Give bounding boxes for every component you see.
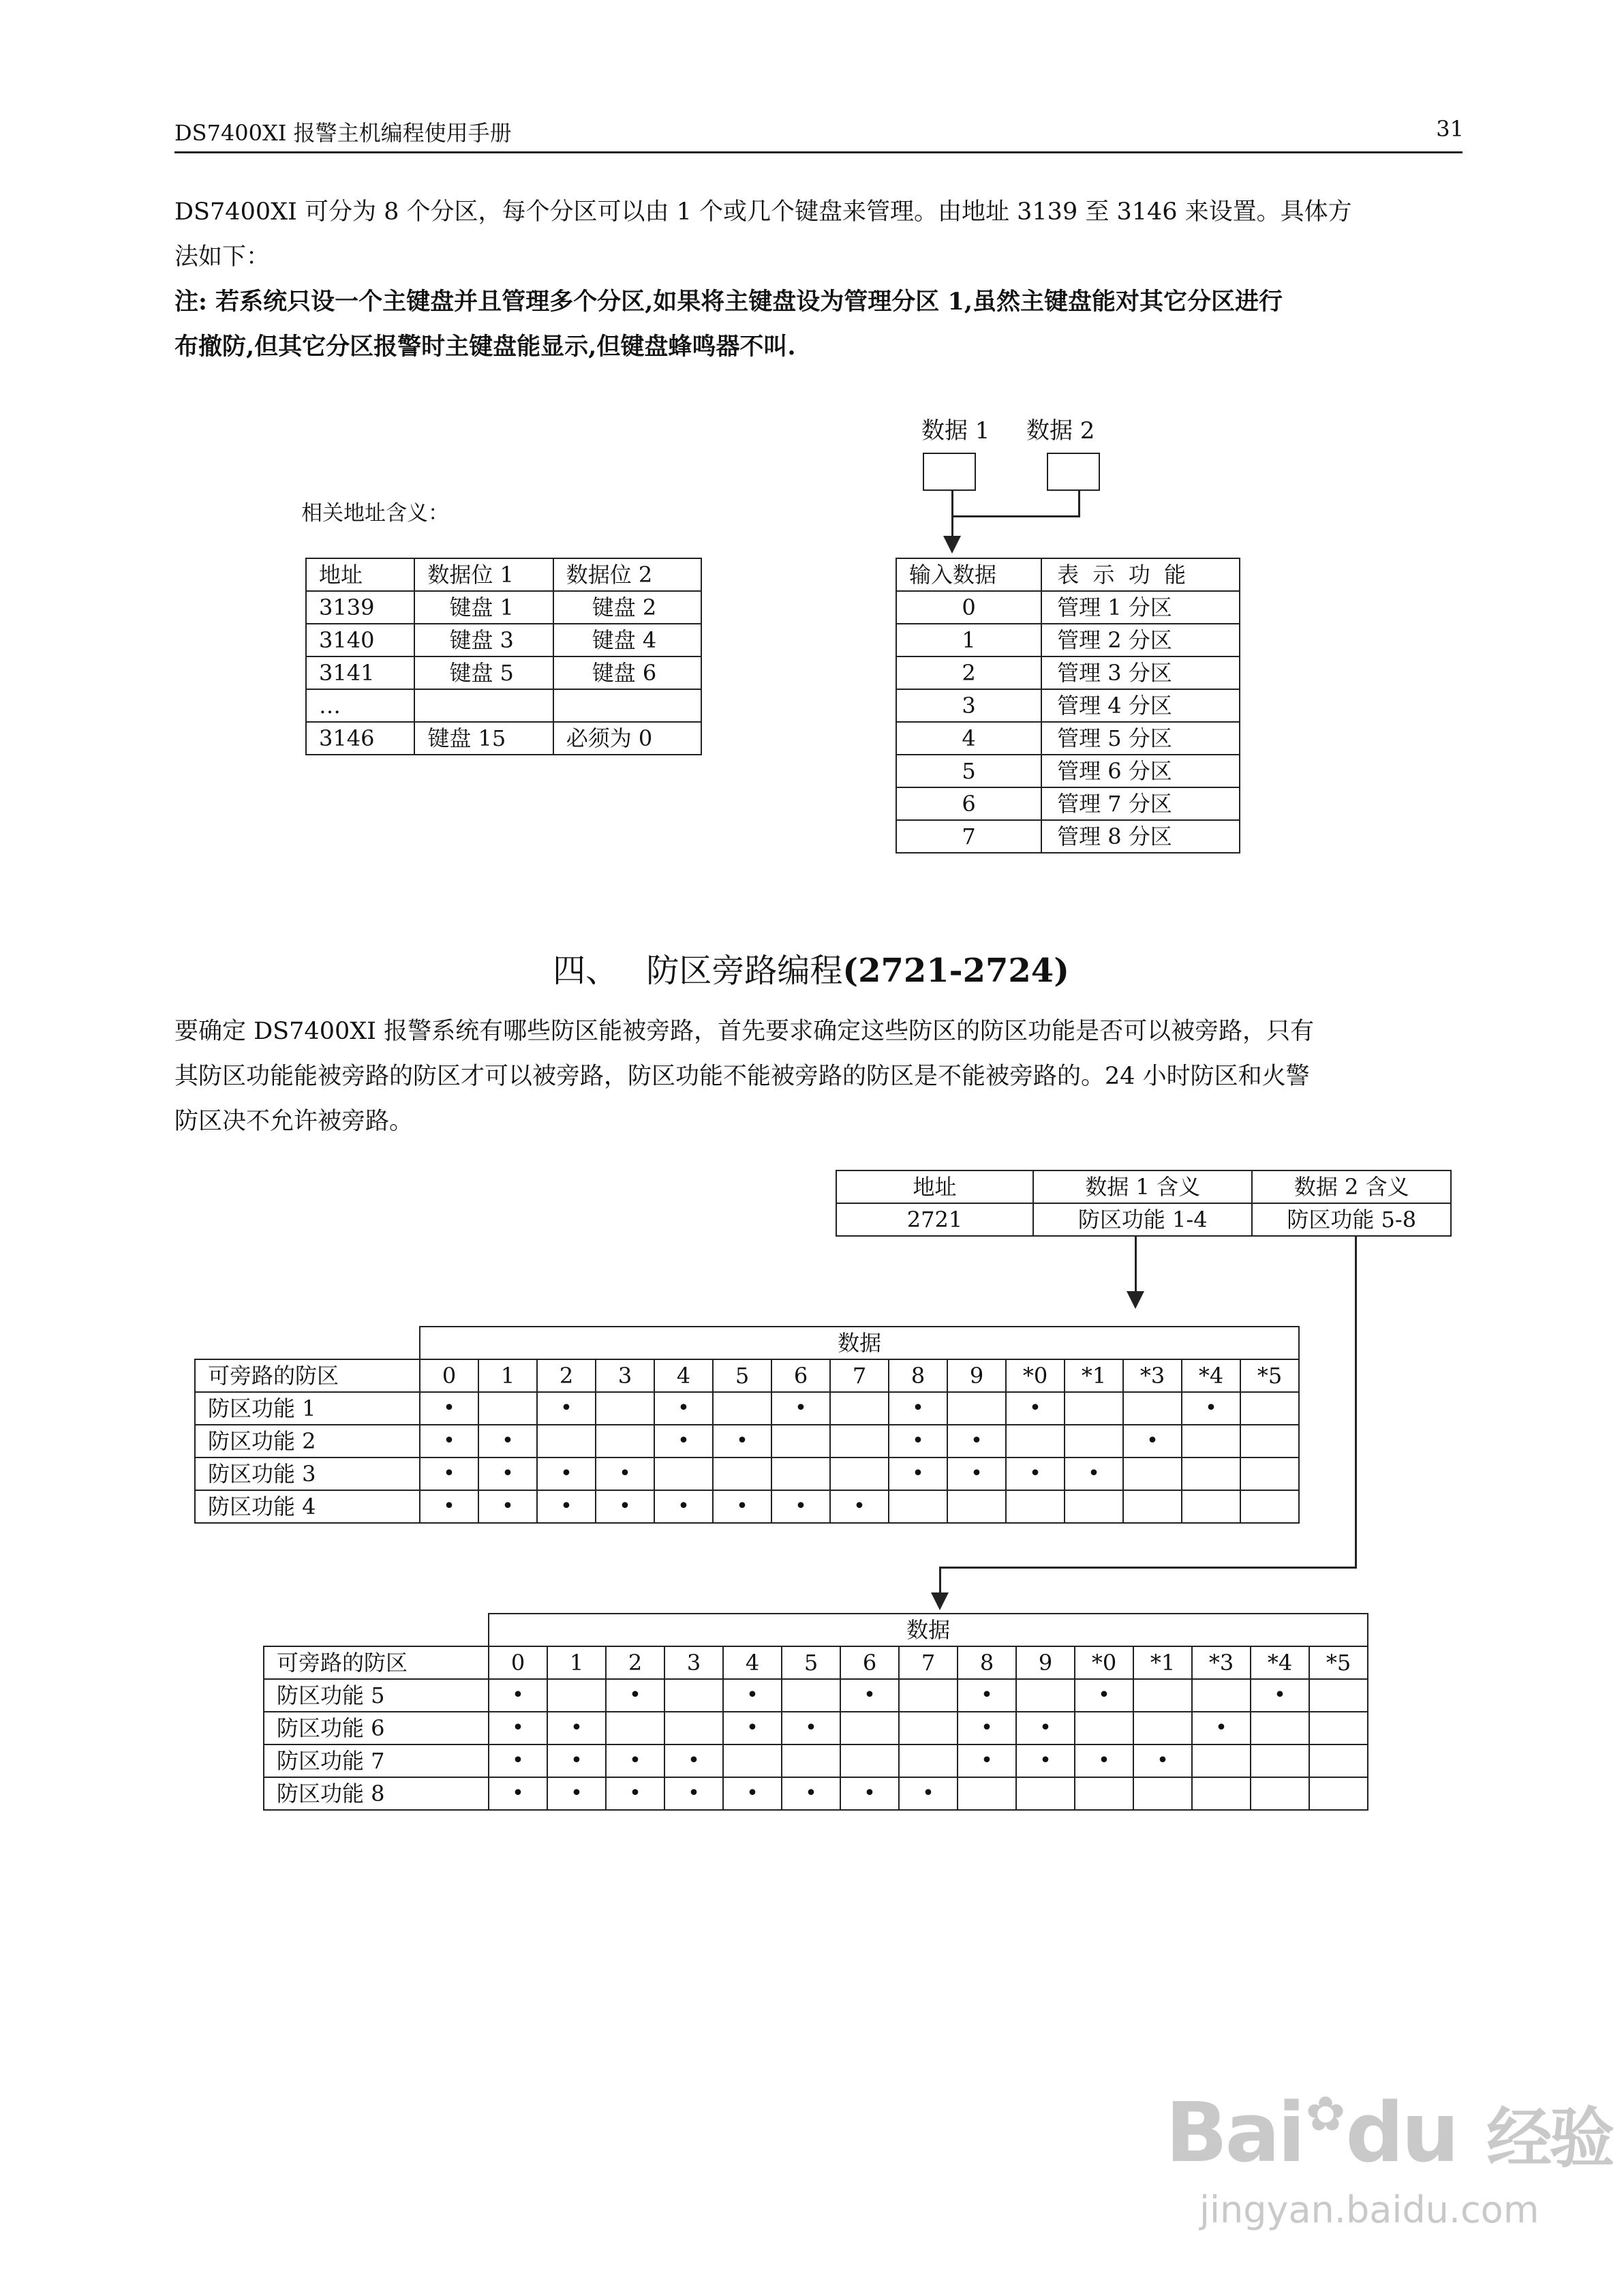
dot-cell [1240, 1392, 1299, 1425]
dot-cell [958, 1777, 1016, 1810]
dot-cell: • [1133, 1744, 1192, 1777]
column-header: 7 [830, 1359, 889, 1392]
column-header: 8 [958, 1646, 1016, 1679]
column-header: 9 [1016, 1646, 1075, 1679]
header-cell: 数据位 1 [414, 558, 553, 591]
dot-cell [1006, 1425, 1065, 1457]
dot-cell: • [1016, 1744, 1075, 1777]
dot-cell [713, 1457, 771, 1490]
dot-cell: • [478, 1425, 537, 1457]
data-header-row [264, 1614, 1368, 1646]
watermark-cn: 经验 [1486, 2100, 1612, 2177]
address-table-caption: 相关地址含义： [301, 501, 449, 526]
table-row [264, 1712, 1368, 1744]
dot-cell: • [664, 1777, 723, 1810]
dot-cell: • [713, 1425, 771, 1457]
arrow-down-icon [943, 536, 961, 554]
data-header: 数据 [489, 1614, 1368, 1646]
table-row [264, 1744, 1368, 1777]
dot-cell: • [889, 1392, 947, 1425]
dot-cell: • [840, 1679, 899, 1712]
corner-label: 可旁路的防区 [264, 1646, 489, 1679]
dot-cell: • [596, 1457, 654, 1490]
dot-cell: • [537, 1490, 596, 1523]
arrow2-vertical [1355, 1235, 1357, 1568]
dot-cell [1240, 1425, 1299, 1457]
table-cell: 3139 [306, 591, 414, 624]
dot-cell [1251, 1712, 1309, 1744]
dot-cell [1182, 1490, 1240, 1523]
table-cell: 1 [896, 624, 1041, 656]
dot-cell: • [1075, 1679, 1133, 1712]
data1-label: 数据 1 [921, 417, 990, 444]
dot-cell [606, 1712, 664, 1744]
row-label: 防区功能 1 [195, 1392, 420, 1425]
column-header: 8 [889, 1359, 947, 1392]
table-row [836, 1203, 1451, 1236]
dot-cell [1133, 1712, 1192, 1744]
header-cell: 数据 2 含义 [1252, 1170, 1451, 1203]
dot-cell: • [782, 1712, 840, 1744]
dot-cell: • [947, 1425, 1006, 1457]
table-cell: 2 [896, 656, 1041, 689]
table-cell [414, 689, 553, 722]
table-row [195, 1392, 1299, 1425]
bypass-grid [263, 1613, 1368, 1811]
table-header-row [836, 1170, 1451, 1203]
section-range: (2721-2724) [842, 952, 1069, 990]
column-header: 4 [654, 1359, 713, 1392]
column-header: *0 [1006, 1359, 1065, 1392]
header-divider [174, 151, 1463, 153]
dot-cell [947, 1392, 1006, 1425]
column-header: 6 [840, 1646, 899, 1679]
dot-cell: • [1182, 1392, 1240, 1425]
header-cell: 地址 [836, 1170, 1033, 1203]
table-cell: 管理 8 分区 [1041, 820, 1240, 853]
dot-cell [1240, 1457, 1299, 1490]
table-header-row [896, 558, 1240, 591]
dot-cell: • [489, 1777, 547, 1810]
dot-cell [1309, 1744, 1368, 1777]
bypass-table-1 [194, 1326, 1298, 1524]
table-cell: 键盘 5 [414, 656, 553, 689]
table-cell: 3141 [306, 656, 414, 689]
dot-cell [947, 1490, 1006, 1523]
data2-connector-vertical [1078, 489, 1080, 517]
dot-cell [1192, 1744, 1251, 1777]
address-table [305, 558, 702, 755]
dot-cell [1192, 1679, 1251, 1712]
dot-cell [782, 1679, 840, 1712]
dot-cell [1123, 1392, 1182, 1425]
dot-cell [899, 1679, 958, 1712]
table-cell: 键盘 3 [414, 624, 553, 656]
dot-cell [1016, 1679, 1075, 1712]
dot-cell [1309, 1777, 1368, 1810]
column-header: 3 [664, 1646, 723, 1679]
data-header-row [195, 1327, 1299, 1359]
row-label: 防区功能 6 [264, 1712, 489, 1744]
dot-cell: • [771, 1490, 830, 1523]
row-label: 防区功能 5 [264, 1679, 489, 1712]
table-cell: 管理 1 分区 [1041, 591, 1240, 624]
row-label: 防区功能 7 [264, 1744, 489, 1777]
table-header-row [306, 558, 701, 591]
dot-cell: • [1006, 1457, 1065, 1490]
dot-cell: • [478, 1457, 537, 1490]
dot-cell [596, 1392, 654, 1425]
dot-cell: • [547, 1712, 606, 1744]
dot-cell: • [958, 1712, 1016, 1744]
intro-paragraph [174, 190, 1463, 369]
dot-cell: • [899, 1777, 958, 1810]
dot-cell [1309, 1679, 1368, 1712]
arrow2-drop [939, 1567, 941, 1594]
column-header: *3 [1192, 1646, 1251, 1679]
column-header: *0 [1075, 1646, 1133, 1679]
table-row [195, 1457, 1299, 1490]
column-header: *5 [1240, 1359, 1299, 1392]
header-title: DS7400XI 报警主机编程使用手册 [174, 120, 512, 146]
section-body [174, 1009, 1463, 1144]
row-label: 防区功能 3 [195, 1457, 420, 1490]
dot-cell: • [723, 1679, 782, 1712]
column-header: 1 [547, 1646, 606, 1679]
dot-cell [1182, 1457, 1240, 1490]
dot-cell: • [1075, 1744, 1133, 1777]
table-row [306, 722, 701, 755]
blank-corner [195, 1327, 420, 1359]
corner-label: 可旁路的防区 [195, 1359, 420, 1392]
dot-cell: • [547, 1777, 606, 1810]
column-header: 7 [899, 1646, 958, 1679]
header-cell: 表 示 功 能 [1041, 558, 1240, 591]
dot-cell: • [664, 1744, 723, 1777]
dot-cell: • [1192, 1712, 1251, 1744]
column-header: *1 [1133, 1646, 1192, 1679]
column-header: 9 [947, 1359, 1006, 1392]
dot-cell [1182, 1425, 1240, 1457]
partition-table [896, 558, 1240, 854]
dot-cell [478, 1392, 537, 1425]
column-header: 5 [782, 1646, 840, 1679]
data2-label: 数据 2 [1026, 417, 1095, 444]
dot-cell [1192, 1777, 1251, 1810]
section-number: 四、 [553, 952, 619, 990]
dot-cell: • [958, 1744, 1016, 1777]
body-line-2: 其防区功能能被旁路的防区才可以被旁路，防区功能不能被旁路的防区是不能被旁路的。24 小时防区和火警 [174, 1063, 1310, 1090]
dot-cell [1016, 1777, 1075, 1810]
arrow-down-icon [931, 1592, 949, 1610]
address-2721-table [836, 1170, 1452, 1237]
column-header-row [195, 1359, 1299, 1392]
page-number: 31 [1436, 116, 1464, 142]
bypass-grid [194, 1326, 1300, 1524]
dot-cell [1123, 1457, 1182, 1490]
dot-cell: • [771, 1392, 830, 1425]
column-header: *3 [1123, 1359, 1182, 1392]
dot-cell [713, 1392, 771, 1425]
dot-cell [1251, 1777, 1309, 1810]
table-cell: 管理 6 分区 [1041, 755, 1240, 787]
table-cell: 管理 4 分区 [1041, 689, 1240, 722]
data2-box [1047, 453, 1100, 491]
arrow2-horizontal [939, 1567, 1357, 1569]
dot-cell [771, 1425, 830, 1457]
table-row [195, 1425, 1299, 1457]
dot-cell: • [420, 1392, 478, 1425]
table-row [306, 624, 701, 656]
note-line-2: 布撤防,但其它分区报警时主键盘能显示,但键盘蜂鸣器不叫. [174, 333, 796, 361]
dot-cell [547, 1679, 606, 1712]
note-line-1: 注: 若系统只设一个主键盘并且管理多个分区,如果将主键盘设为管理分区 1,虽然主键盘能对其它分区进行 [174, 288, 1283, 316]
table-cell: 5 [896, 755, 1041, 787]
body-line-1: 要确定 DS7400XI 报警系统有哪些防区能被旁路，首先要求确定这些防区的防区功能是否可以被旁路，只有 [174, 1018, 1315, 1045]
column-header: 1 [478, 1359, 537, 1392]
dot-cell [840, 1744, 899, 1777]
table-row [896, 624, 1240, 656]
dot-cell [782, 1744, 840, 1777]
table-cell: 必须为 0 [553, 722, 701, 755]
data1-connector-vertical [951, 489, 953, 536]
dot-cell: • [537, 1457, 596, 1490]
table-row [896, 820, 1240, 853]
watermark-logo [1165, 2086, 1612, 2181]
dot-cell: • [889, 1425, 947, 1457]
dot-cell [771, 1457, 830, 1490]
dot-cell [1065, 1425, 1123, 1457]
dot-cell: • [1251, 1679, 1309, 1712]
dot-cell: • [1016, 1712, 1075, 1744]
table-cell: 6 [896, 787, 1041, 820]
column-header: *1 [1065, 1359, 1123, 1392]
dot-cell [1065, 1490, 1123, 1523]
section-title: 防区旁路编程 [646, 952, 843, 990]
table-row [195, 1490, 1299, 1523]
dot-cell [899, 1744, 958, 1777]
dot-cell: • [830, 1490, 889, 1523]
column-header: 3 [596, 1359, 654, 1392]
arrow1-shaft [1135, 1235, 1137, 1293]
section-heading [0, 944, 1622, 991]
dot-cell [830, 1425, 889, 1457]
table-row [896, 755, 1240, 787]
dot-cell: • [606, 1744, 664, 1777]
body-line-3: 防区决不允许被旁路。 [174, 1108, 414, 1135]
dot-cell: • [1006, 1392, 1065, 1425]
dot-cell: • [420, 1490, 478, 1523]
watermark-url: jingyan.baidu.com [1199, 2188, 1540, 2231]
dot-cell: • [782, 1777, 840, 1810]
dot-cell: • [596, 1490, 654, 1523]
table-cell: 管理 5 分区 [1041, 722, 1240, 755]
table-cell: 键盘 15 [414, 722, 553, 755]
dot-cell [889, 1490, 947, 1523]
column-header: 2 [537, 1359, 596, 1392]
intro-line-1: DS7400XI 可分为 8 个分区，每个分区可以由 1 个或几个键盘来管理。由地址 3139 至 3146 来设置。具体方 [174, 198, 1352, 226]
table-cell [553, 689, 701, 722]
table-cell: 管理 3 分区 [1041, 656, 1240, 689]
dot-cell [596, 1425, 654, 1457]
dot-cell [1006, 1490, 1065, 1523]
column-header: 5 [713, 1359, 771, 1392]
column-header: 6 [771, 1359, 830, 1392]
table-row [264, 1777, 1368, 1810]
column-header: *5 [1309, 1646, 1368, 1679]
table-cell: 管理 7 分区 [1041, 787, 1240, 820]
table-row [896, 656, 1240, 689]
data-header: 数据 [420, 1327, 1299, 1359]
dot-cell: • [537, 1392, 596, 1425]
dot-cell [1075, 1777, 1133, 1810]
table-cell: 3 [896, 689, 1041, 722]
table-row [896, 722, 1240, 755]
table-cell: 4 [896, 722, 1041, 755]
blank-corner [264, 1614, 489, 1646]
table-cell: 2721 [836, 1203, 1033, 1236]
header-cell: 数据位 2 [553, 558, 701, 591]
dot-cell: • [547, 1744, 606, 1777]
table-cell: 键盘 4 [553, 624, 701, 656]
bypass-table-2 [263, 1613, 1367, 1811]
dot-cell: • [606, 1777, 664, 1810]
header-cell: 数据 1 含义 [1033, 1170, 1252, 1203]
watermark-brand: Bai [1165, 2086, 1303, 2181]
dot-cell: • [958, 1679, 1016, 1712]
dot-cell: • [420, 1425, 478, 1457]
table-cell: 防区功能 5-8 [1252, 1203, 1451, 1236]
column-header: 4 [723, 1646, 782, 1679]
dot-cell [1123, 1490, 1182, 1523]
dot-cell [537, 1425, 596, 1457]
row-label: 防区功能 4 [195, 1490, 420, 1523]
table-cell: 防区功能 1-4 [1033, 1203, 1252, 1236]
dot-cell: • [654, 1425, 713, 1457]
data1-box [923, 453, 976, 491]
dot-cell: • [1065, 1457, 1123, 1490]
dot-cell: • [889, 1457, 947, 1490]
dot-cell: • [947, 1457, 1006, 1490]
dot-cell [664, 1712, 723, 1744]
column-header: *4 [1251, 1646, 1309, 1679]
column-header: 0 [420, 1359, 478, 1392]
table-row [264, 1679, 1368, 1712]
dot-cell: • [713, 1490, 771, 1523]
dot-cell: • [489, 1744, 547, 1777]
dot-cell: • [723, 1712, 782, 1744]
paw-icon: ✿ [1305, 2086, 1343, 2142]
dot-cell: • [606, 1679, 664, 1712]
dot-cell: • [654, 1392, 713, 1425]
dot-cell: • [654, 1490, 713, 1523]
dot-cell [830, 1457, 889, 1490]
connector-horizontal [952, 515, 1080, 517]
dot-cell: • [489, 1679, 547, 1712]
table-cell: … [306, 689, 414, 722]
intro-line-2: 法如下： [174, 243, 271, 271]
table-cell: 7 [896, 820, 1041, 853]
table-cell: 管理 2 分区 [1041, 624, 1240, 656]
arrow-down-icon [1127, 1291, 1144, 1309]
table-row [306, 689, 701, 722]
dot-cell [664, 1679, 723, 1712]
dot-cell: • [478, 1490, 537, 1523]
column-header: *4 [1182, 1359, 1240, 1392]
dot-cell [840, 1712, 899, 1744]
dot-cell [1240, 1490, 1299, 1523]
dot-cell [1075, 1712, 1133, 1744]
dot-cell: • [723, 1777, 782, 1810]
dot-cell [1133, 1679, 1192, 1712]
table-row [896, 689, 1240, 722]
dot-cell: • [489, 1712, 547, 1744]
table-cell: 0 [896, 591, 1041, 624]
table-cell: 3146 [306, 722, 414, 755]
watermark-brand-2: du [1345, 2086, 1457, 2181]
table-row [306, 656, 701, 689]
column-header: 0 [489, 1646, 547, 1679]
table-row [306, 591, 701, 624]
dot-cell [723, 1744, 782, 1777]
dot-cell: • [840, 1777, 899, 1810]
header-cell: 输入数据 [896, 558, 1041, 591]
table-cell: 键盘 2 [553, 591, 701, 624]
row-label: 防区功能 8 [264, 1777, 489, 1810]
dot-cell [1251, 1744, 1309, 1777]
table-cell: 3140 [306, 624, 414, 656]
column-header: 2 [606, 1646, 664, 1679]
dot-cell: • [1123, 1425, 1182, 1457]
dot-cell: • [420, 1457, 478, 1490]
column-header-row [264, 1646, 1368, 1679]
table-cell: 键盘 1 [414, 591, 553, 624]
dot-cell [1133, 1777, 1192, 1810]
dot-cell [830, 1392, 889, 1425]
header-cell: 地址 [306, 558, 414, 591]
table-row [896, 787, 1240, 820]
table-row [896, 591, 1240, 624]
dot-cell [1309, 1712, 1368, 1744]
table-cell: 键盘 6 [553, 656, 701, 689]
dot-cell [899, 1712, 958, 1744]
row-label: 防区功能 2 [195, 1425, 420, 1457]
dot-cell [654, 1457, 713, 1490]
dot-cell [1065, 1392, 1123, 1425]
